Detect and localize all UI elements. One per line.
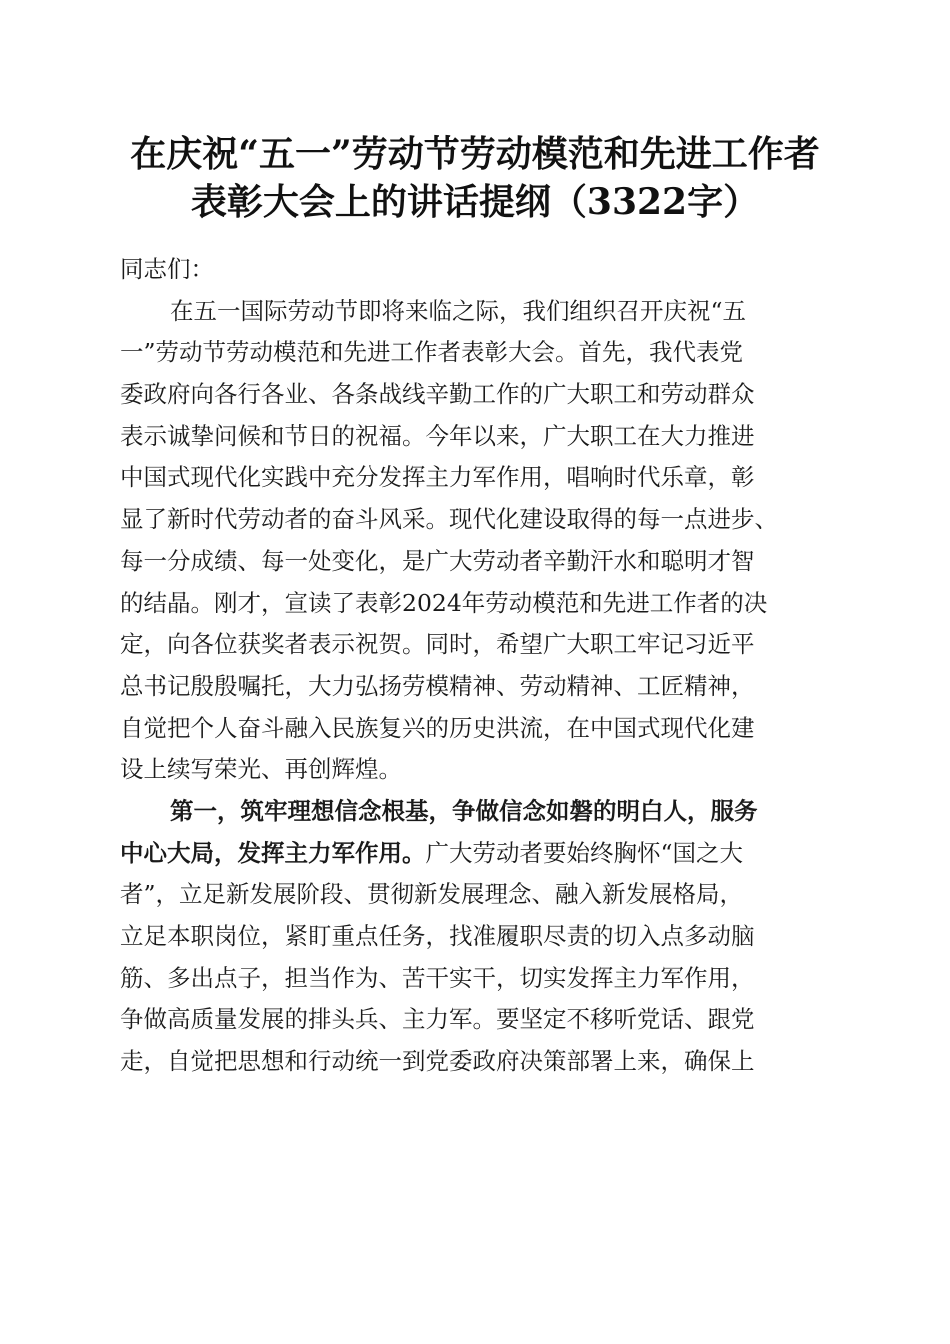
paragraph-line: 表示诚挚问候和节日的祝福。今年以来，广大职工在大力推进 <box>120 421 755 450</box>
paragraph-line: 一”劳动节劳动模范和先进工作者表彰大会。首先，我代表党 <box>120 338 744 367</box>
paragraph-line: 筋、多出点子，担当作为、苦干实干，切实发挥主力军作用， <box>120 963 755 992</box>
title-line-2: 表彰大会上的讲话提纲（3322字） <box>190 181 760 223</box>
section-heading-tail: 中心大局，发挥主力军作用。 <box>120 838 426 867</box>
paragraph-line: 总书记殷殷嘱托，大力弘扬劳模精神、劳动精神、工匠精神， <box>120 671 755 700</box>
title-line-1: 在庆祝“五一”劳动节劳动模范和先进工作者 <box>130 133 820 175</box>
paragraph-line: 者”，立足新发展阶段、贯彻新发展理念、融入新发展格局， <box>120 880 744 909</box>
section-heading-line: 第一，筑牢理想信念根基，争做信念如磐的明白人，服务 <box>170 796 758 825</box>
paragraph-line: 显了新时代劳动者的奋斗风采。现代化建设取得的每一点进步、 <box>120 505 778 534</box>
paragraph-line: 在五一国际劳动节即将来临之际，我们组织召开庆祝“五 <box>170 296 747 325</box>
paragraph-line: 走，自觉把思想和行动统一到党委政府决策部署上来，确保上 <box>120 1047 755 1076</box>
paragraph-line: 自觉把个人奋斗融入民族复兴的历史洪流，在中国式现代化建 <box>120 713 755 742</box>
paragraph-line: 定，向各位获奖者表示祝贺。同时，希望广大职工牢记习近平 <box>120 630 755 659</box>
document-body <box>120 249 830 1083</box>
salutation: 同志们： <box>120 255 214 283</box>
paragraph-line: 的结晶。刚才，宣读了表彰2024年劳动模范和先进工作者的决 <box>120 588 768 617</box>
paragraph-line <box>120 833 830 875</box>
paragraph-text: 广大劳动者要始终胸怀“国之大 <box>425 838 744 867</box>
paragraph-line: 争做高质量发展的排头兵、主力军。要坚定不移听党话、跟党 <box>120 1005 755 1034</box>
paragraph-line: 每一分成绩、每一处变化，是广大劳动者辛勤汗水和聪明才智 <box>120 546 755 575</box>
paragraph-line: 设上续写荣光、再创辉煌。 <box>120 755 402 784</box>
paragraph-1 <box>120 291 830 791</box>
paragraph-line: 中国式现代化实践中充分发挥主力军作用，唱响时代乐章，彰 <box>120 463 755 492</box>
paragraph-line: 委政府向各行各业、各条战线辛勤工作的广大职工和劳动群众 <box>120 380 755 409</box>
paragraph-line: 立足本职岗位，紧盯重点任务，找准履职尽责的切入点多动脑 <box>120 922 755 950</box>
document-title <box>100 130 850 226</box>
paragraph-2 <box>120 791 830 1083</box>
